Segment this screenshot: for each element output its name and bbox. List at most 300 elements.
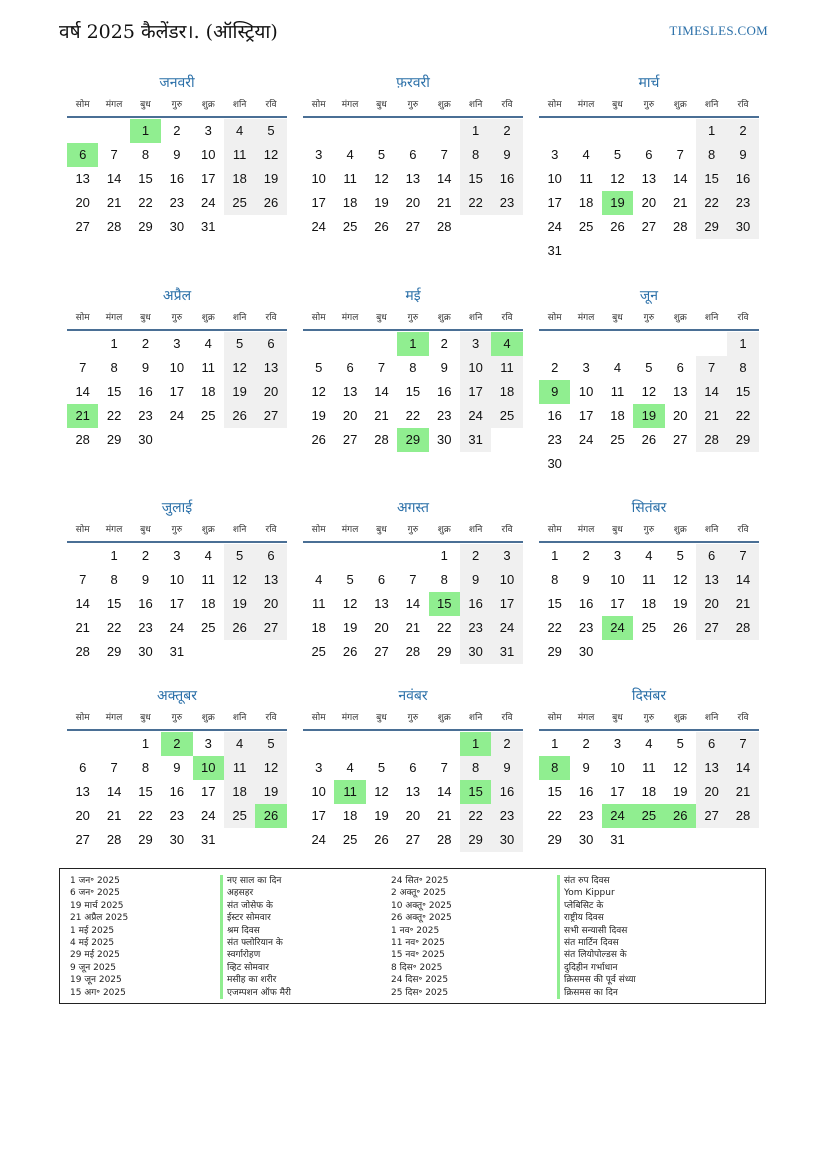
day-cell: 16 bbox=[491, 780, 522, 804]
day-cell: 23 bbox=[460, 616, 491, 640]
day-cell: 27 bbox=[641, 219, 657, 234]
day-cell: 2 bbox=[141, 548, 150, 563]
day-cell: 4 bbox=[613, 360, 622, 375]
day-cell: 9 bbox=[173, 760, 181, 775]
day-cell: 17 bbox=[578, 408, 594, 423]
weekday-label: बुध bbox=[612, 713, 623, 723]
weekday-label: गुरु bbox=[643, 525, 655, 535]
day-cell: 4 bbox=[204, 336, 212, 351]
site-link[interactable]: TIMESLES.COM bbox=[669, 23, 768, 38]
day-cell: 13 bbox=[255, 568, 286, 592]
day-cell: 8 bbox=[460, 143, 491, 167]
day-cell: 6 bbox=[409, 760, 417, 775]
day-cell: 15 bbox=[405, 384, 421, 399]
weekday-label: शुक्र bbox=[201, 525, 215, 535]
day-cell: 2 bbox=[440, 336, 448, 351]
day-cell: 11 bbox=[224, 143, 255, 167]
day-cell: 10 bbox=[578, 384, 594, 399]
empty-cell bbox=[334, 732, 365, 756]
day-cell: 27 bbox=[374, 644, 389, 659]
holiday-day: 11 bbox=[334, 780, 365, 804]
day-cell: 21 bbox=[405, 620, 421, 635]
day-cell: 23 bbox=[437, 408, 452, 423]
legend-holiday-name: मसीह का शरीर bbox=[220, 974, 291, 986]
day-cell: 4 bbox=[645, 736, 653, 751]
day-cell: 3 bbox=[173, 336, 181, 351]
day-cell: 3 bbox=[491, 544, 522, 568]
weekday-label: मंगल bbox=[577, 525, 595, 535]
day-cell: 3 bbox=[315, 760, 323, 775]
day-grid bbox=[303, 332, 523, 452]
weekday-label: बुध bbox=[140, 313, 151, 323]
legend-holiday-name: सभी सन्यासी दिवस bbox=[557, 925, 636, 937]
day-cell: 1 bbox=[110, 336, 118, 351]
day-cell: 20 bbox=[673, 408, 688, 423]
month-name: जनवरी bbox=[159, 75, 195, 91]
day-cell: 15 bbox=[138, 171, 153, 186]
day-cell: 3 bbox=[204, 736, 212, 751]
weekday-label: गुरु bbox=[407, 100, 419, 110]
day-cell: 3 bbox=[613, 548, 622, 563]
day-cell: 14 bbox=[727, 756, 758, 780]
day-cell: 24 bbox=[169, 408, 185, 423]
holiday-day: 24 bbox=[602, 804, 633, 828]
day-cell: 14 bbox=[437, 171, 452, 186]
day-cell: 20 bbox=[75, 195, 90, 210]
empty-cell bbox=[539, 119, 570, 143]
month-block bbox=[67, 285, 287, 452]
weekday-label: मंगल bbox=[577, 313, 595, 323]
day-cell: 28 bbox=[727, 804, 758, 828]
day-cell: 6 bbox=[255, 332, 286, 356]
day-cell: 27 bbox=[696, 616, 727, 640]
weekday-label: रवि bbox=[265, 313, 277, 323]
day-cell: 17 bbox=[311, 195, 326, 210]
weekday-label: रवि bbox=[737, 100, 749, 110]
day-cell: 18 bbox=[224, 167, 255, 191]
day-cell: 16 bbox=[437, 384, 452, 399]
day-cell: 19 bbox=[255, 780, 286, 804]
day-cell: 14 bbox=[374, 384, 389, 399]
day-cell: 20 bbox=[696, 780, 727, 804]
legend-date: 11 नव॰ 2025 bbox=[391, 938, 445, 949]
weekday-label: मंगल bbox=[105, 525, 123, 535]
empty-cell bbox=[334, 332, 365, 356]
day-cell: 2 bbox=[491, 732, 522, 756]
day-cell: 16 bbox=[547, 408, 562, 423]
legend-holiday-name: संत लियोपोल्डस के bbox=[557, 949, 636, 961]
empty-cell bbox=[303, 544, 334, 568]
day-cell: 27 bbox=[405, 219, 421, 234]
day-cell: 16 bbox=[169, 171, 185, 186]
day-cell: 6 bbox=[696, 732, 727, 756]
weekday-label: रवि bbox=[737, 313, 749, 323]
legend-holiday-name: व्हिट सोमवार bbox=[220, 962, 291, 974]
day-cell: 19 bbox=[374, 195, 389, 210]
day-cell: 29 bbox=[138, 219, 153, 234]
day-grid bbox=[67, 119, 287, 239]
day-grid bbox=[67, 332, 287, 452]
day-cell: 24 bbox=[491, 616, 522, 640]
day-cell: 20 bbox=[255, 380, 286, 404]
day-cell: 26 bbox=[255, 191, 286, 215]
day-cell: 5 bbox=[676, 548, 684, 563]
empty-cell bbox=[67, 119, 98, 143]
day-cell: 6 bbox=[696, 544, 727, 568]
day-cell: 24 bbox=[547, 219, 562, 234]
day-cell: 19 bbox=[342, 620, 358, 635]
empty-cell bbox=[303, 119, 334, 143]
day-cell: 25 bbox=[610, 432, 625, 447]
day-cell: 22 bbox=[106, 620, 122, 635]
day-cell: 2 bbox=[491, 119, 522, 143]
weekday-label: सोम bbox=[75, 100, 90, 110]
weekday-label: शुक्र bbox=[673, 100, 687, 110]
weekday-label: मंगल bbox=[105, 313, 123, 323]
day-cell: 2 bbox=[173, 123, 181, 138]
day-cell: 18 bbox=[224, 780, 255, 804]
legend-dates-right bbox=[391, 875, 452, 999]
day-cell: 19 bbox=[673, 596, 688, 611]
day-cell: 29 bbox=[460, 828, 491, 852]
day-cell: 24 bbox=[311, 832, 326, 847]
legend-holiday-name: क्रिसमस की पूर्व संध्या bbox=[557, 974, 636, 986]
day-cell: 25 bbox=[342, 219, 358, 234]
weekday-label: शनि bbox=[468, 313, 483, 323]
day-cell: 14 bbox=[727, 568, 758, 592]
weekday-label: बुध bbox=[612, 100, 623, 110]
day-grid bbox=[539, 732, 759, 852]
day-cell: 25 bbox=[491, 404, 522, 428]
day-cell: 5 bbox=[377, 760, 386, 775]
month-name: मार्च bbox=[638, 75, 660, 91]
weekday-label: शनि bbox=[704, 713, 719, 723]
day-cell: 7 bbox=[79, 572, 87, 587]
weekday-label: शनि bbox=[232, 100, 247, 110]
month-name: अगस्त bbox=[396, 500, 429, 516]
weekday-label: सोम bbox=[75, 313, 90, 323]
empty-cell bbox=[366, 119, 397, 143]
day-cell: 7 bbox=[110, 760, 118, 775]
weekday-label: रवि bbox=[265, 713, 277, 723]
day-cell: 14 bbox=[437, 784, 452, 799]
day-cell: 4 bbox=[346, 760, 354, 775]
day-cell: 5 bbox=[315, 360, 323, 375]
day-cell: 23 bbox=[547, 432, 562, 447]
day-cell: 25 bbox=[201, 408, 216, 423]
day-cell: 15 bbox=[138, 784, 153, 799]
weekday-label: मंगल bbox=[341, 313, 359, 323]
day-cell: 9 bbox=[173, 147, 181, 162]
day-cell: 26 bbox=[224, 616, 255, 640]
weekday-header bbox=[67, 94, 287, 118]
day-cell: 28 bbox=[673, 219, 688, 234]
day-cell: 31 bbox=[460, 428, 491, 452]
holiday-day: 1 bbox=[460, 732, 491, 756]
day-cell: 28 bbox=[437, 832, 452, 847]
day-cell: 17 bbox=[491, 592, 522, 616]
weekday-label: रवि bbox=[501, 100, 513, 110]
day-cell: 6 bbox=[255, 544, 286, 568]
day-cell: 30 bbox=[460, 640, 491, 664]
day-cell: 4 bbox=[204, 548, 212, 563]
day-cell: 27 bbox=[405, 832, 421, 847]
weekday-label: रवि bbox=[265, 525, 277, 535]
day-cell: 31 bbox=[610, 832, 625, 847]
day-cell: 27 bbox=[342, 432, 358, 447]
weekday-label: शनि bbox=[468, 713, 483, 723]
day-cell: 13 bbox=[405, 784, 421, 799]
day-cell: 28 bbox=[696, 428, 727, 452]
weekday-label: शनि bbox=[704, 100, 719, 110]
day-cell: 12 bbox=[224, 356, 255, 380]
weekday-label: रवि bbox=[501, 713, 513, 723]
weekday-label: सोम bbox=[311, 100, 326, 110]
day-cell: 14 bbox=[106, 171, 122, 186]
holiday-day: 26 bbox=[255, 804, 286, 828]
month-block bbox=[303, 72, 523, 239]
day-cell: 13 bbox=[374, 596, 389, 611]
day-grid bbox=[539, 332, 759, 476]
day-cell: 11 bbox=[201, 572, 215, 587]
day-cell: 31 bbox=[491, 640, 522, 664]
legend-holiday-name: संत जोसेफ के bbox=[220, 900, 291, 912]
weekday-label: बुध bbox=[140, 525, 151, 535]
legend-date: 19 जून 2025 bbox=[70, 975, 122, 986]
day-cell: 1 bbox=[696, 119, 727, 143]
day-cell: 9 bbox=[141, 572, 150, 587]
legend-dates-left bbox=[70, 875, 128, 999]
month-block bbox=[67, 72, 287, 239]
day-cell: 29 bbox=[106, 644, 122, 659]
day-cell: 24 bbox=[578, 432, 594, 447]
day-cell: 28 bbox=[727, 616, 758, 640]
day-cell: 1 bbox=[110, 548, 118, 563]
day-cell: 9 bbox=[727, 143, 758, 167]
day-cell: 28 bbox=[374, 432, 389, 447]
day-cell: 21 bbox=[437, 808, 452, 823]
day-cell: 1 bbox=[551, 548, 559, 563]
legend-date: 24 सित॰ 2025 bbox=[391, 876, 449, 886]
legend-date: 6 जन॰ 2025 bbox=[70, 888, 120, 899]
day-cell: 22 bbox=[460, 191, 491, 215]
day-cell: 8 bbox=[460, 756, 491, 780]
day-cell: 30 bbox=[169, 832, 185, 847]
empty-cell bbox=[539, 332, 570, 356]
legend-names-right bbox=[557, 875, 636, 999]
day-cell: 16 bbox=[138, 384, 153, 399]
day-cell: 3 bbox=[551, 147, 559, 162]
empty-cell bbox=[696, 332, 727, 356]
weekday-header bbox=[303, 707, 523, 731]
weekday-label: सोम bbox=[311, 525, 326, 535]
month-name: फ़रवरी bbox=[396, 75, 430, 91]
day-cell: 20 bbox=[75, 808, 90, 823]
holiday-day: 8 bbox=[539, 756, 570, 780]
empty-cell bbox=[334, 544, 365, 568]
empty-cell bbox=[334, 119, 365, 143]
weekday-label: सोम bbox=[75, 525, 90, 535]
weekday-label: सोम bbox=[75, 713, 90, 723]
day-cell: 3 bbox=[173, 548, 181, 563]
day-cell: 14 bbox=[673, 171, 688, 186]
day-cell: 16 bbox=[578, 784, 594, 799]
weekday-label: बुध bbox=[376, 100, 387, 110]
empty-cell bbox=[303, 732, 334, 756]
month-name: अप्रैल bbox=[162, 288, 192, 304]
day-cell: 12 bbox=[374, 171, 389, 186]
day-cell: 18 bbox=[201, 596, 216, 611]
day-cell: 17 bbox=[610, 596, 625, 611]
month-block bbox=[67, 497, 287, 664]
day-cell: 18 bbox=[610, 408, 625, 423]
legend-holiday-name: श्रम दिवस bbox=[220, 925, 291, 937]
day-cell: 17 bbox=[169, 596, 185, 611]
day-cell: 7 bbox=[676, 147, 684, 162]
day-cell: 20 bbox=[405, 808, 421, 823]
legend-date: 1 जन॰ 2025 bbox=[70, 876, 120, 886]
day-cell: 15 bbox=[106, 596, 122, 611]
day-cell: 25 bbox=[224, 804, 255, 828]
day-cell: 26 bbox=[374, 219, 389, 234]
day-cell: 13 bbox=[405, 171, 421, 186]
day-cell: 25 bbox=[311, 644, 326, 659]
day-cell: 9 bbox=[440, 360, 448, 375]
day-cell: 12 bbox=[673, 572, 688, 587]
weekday-label: गुरु bbox=[407, 525, 419, 535]
month-block bbox=[303, 285, 523, 452]
empty-cell bbox=[397, 544, 428, 568]
day-cell: 19 bbox=[374, 808, 389, 823]
day-cell: 30 bbox=[578, 644, 594, 659]
day-cell: 22 bbox=[547, 808, 562, 823]
day-cell: 21 bbox=[727, 780, 758, 804]
day-cell: 9 bbox=[141, 360, 150, 375]
legend-date: 1 नव॰ 2025 bbox=[391, 925, 440, 936]
day-cell: 9 bbox=[491, 756, 522, 780]
day-cell: 12 bbox=[673, 760, 688, 775]
month-name: नवंबर bbox=[398, 688, 428, 704]
day-cell: 13 bbox=[641, 171, 657, 186]
legend-holiday-name: दुदिहीन गर्भाधान bbox=[557, 962, 636, 974]
day-cell: 8 bbox=[409, 360, 417, 375]
weekday-label: रवि bbox=[737, 713, 749, 723]
day-cell: 17 bbox=[311, 808, 326, 823]
empty-cell bbox=[570, 332, 601, 356]
empty-cell bbox=[602, 332, 633, 356]
weekday-label: मंगल bbox=[105, 713, 123, 723]
day-cell: 5 bbox=[224, 544, 255, 568]
weekday-label: शुक्र bbox=[201, 313, 215, 323]
weekday-label: बुध bbox=[376, 713, 387, 723]
day-cell: 29 bbox=[547, 832, 562, 847]
legend-date: 26 अक्तू॰ 2025 bbox=[391, 913, 452, 924]
day-cell: 18 bbox=[201, 384, 216, 399]
holiday-day: 24 bbox=[602, 616, 633, 640]
day-cell: 11 bbox=[610, 384, 625, 399]
weekday-label: शुक्र bbox=[437, 313, 451, 323]
day-cell: 29 bbox=[106, 432, 122, 447]
day-cell: 6 bbox=[409, 147, 417, 162]
day-cell: 25 bbox=[641, 620, 657, 635]
day-cell: 27 bbox=[255, 616, 286, 640]
day-cell: 26 bbox=[374, 832, 389, 847]
month-name: जुलाई bbox=[161, 500, 193, 516]
weekday-label: शनि bbox=[232, 713, 247, 723]
day-cell: 13 bbox=[696, 756, 727, 780]
month-block bbox=[539, 72, 759, 263]
day-cell: 13 bbox=[255, 356, 286, 380]
day-cell: 22 bbox=[460, 804, 491, 828]
day-cell: 5 bbox=[255, 119, 286, 143]
day-cell: 18 bbox=[491, 380, 522, 404]
day-cell: 11 bbox=[311, 596, 326, 611]
weekday-label: सोम bbox=[547, 525, 562, 535]
day-cell: 12 bbox=[255, 143, 286, 167]
day-cell: 2 bbox=[582, 736, 590, 751]
day-cell: 24 bbox=[201, 808, 216, 823]
day-cell: 1 bbox=[460, 119, 491, 143]
day-cell: 12 bbox=[374, 784, 389, 799]
day-cell: 16 bbox=[578, 596, 594, 611]
weekday-header bbox=[303, 519, 523, 543]
empty-cell bbox=[429, 732, 460, 756]
weekday-label: शुक्र bbox=[437, 713, 451, 723]
holiday-day: 6 bbox=[67, 143, 98, 167]
legend-holiday-name: Yom Kippur bbox=[557, 887, 636, 899]
legend-holiday-name: राष्ट्रीय दिवस bbox=[557, 912, 636, 924]
day-cell: 4 bbox=[224, 119, 255, 143]
day-cell: 29 bbox=[727, 428, 758, 452]
day-cell: 6 bbox=[645, 147, 653, 162]
weekday-label: शुक्र bbox=[673, 525, 687, 535]
day-cell: 24 bbox=[169, 620, 185, 635]
day-cell: 29 bbox=[547, 644, 562, 659]
weekday-label: सोम bbox=[311, 713, 326, 723]
empty-cell bbox=[67, 332, 98, 356]
day-cell: 27 bbox=[673, 432, 688, 447]
day-cell: 18 bbox=[342, 195, 358, 210]
day-cell: 19 bbox=[224, 380, 255, 404]
weekday-label: शनि bbox=[468, 525, 483, 535]
legend-date: 10 अक्तू॰ 2025 bbox=[391, 900, 452, 911]
day-cell: 5 bbox=[224, 332, 255, 356]
day-cell: 30 bbox=[138, 644, 153, 659]
holiday-day: 25 bbox=[633, 804, 664, 828]
day-cell: 10 bbox=[169, 572, 185, 587]
legend-date: 9 जून 2025 bbox=[70, 962, 117, 973]
empty-cell bbox=[397, 732, 428, 756]
day-cell: 12 bbox=[255, 756, 286, 780]
month-name: मई bbox=[405, 288, 421, 304]
day-cell: 7 bbox=[727, 732, 758, 756]
month-name: दिसंबर bbox=[631, 688, 667, 704]
day-cell: 10 bbox=[460, 356, 491, 380]
legend-names-left bbox=[220, 875, 291, 999]
weekday-label: बुध bbox=[612, 313, 623, 323]
day-cell: 10 bbox=[610, 760, 625, 775]
legend-holiday-name: नए साल का दिन bbox=[220, 875, 291, 887]
day-cell: 7 bbox=[377, 360, 386, 375]
day-cell: 18 bbox=[311, 620, 326, 635]
day-cell: 28 bbox=[75, 644, 90, 659]
day-grid bbox=[67, 544, 287, 664]
day-cell: 24 bbox=[311, 219, 326, 234]
day-cell: 11 bbox=[642, 760, 656, 775]
day-cell: 3 bbox=[315, 147, 323, 162]
day-cell: 13 bbox=[75, 784, 90, 799]
day-cell: 6 bbox=[676, 360, 684, 375]
